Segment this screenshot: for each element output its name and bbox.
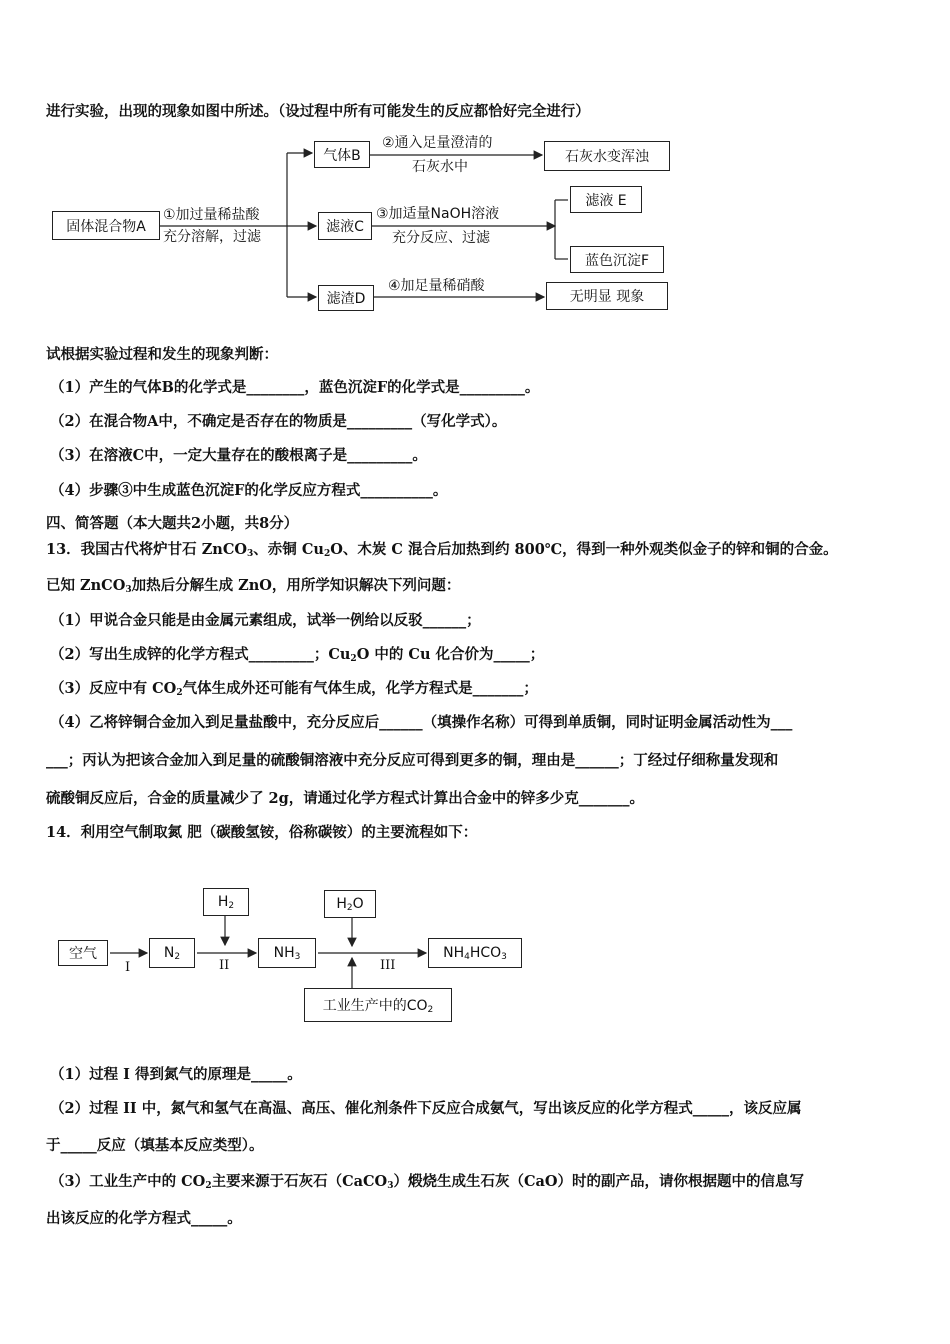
box-filtrate-e xyxy=(570,186,642,213)
box-air xyxy=(58,940,108,966)
precip-f-label: 蓝色沉淀F xyxy=(584,252,650,269)
q13-part4-line2: ___；丙认为把该合金加入到足量的硫酸铜溶液中充分反应可得到更多的铜，理由是______；丁经过仔细称量发现和 xyxy=(46,752,779,769)
q12-part3: （3）在溶液C中，一定大量存在的酸根离子是_________。 xyxy=(50,447,427,464)
q14-part3-line2: 出该反应的化学方程式_____。 xyxy=(46,1210,242,1227)
result2-label: 石灰水变浑浊 xyxy=(565,149,649,165)
box-mixture-a xyxy=(52,211,160,240)
box-precipitate-f xyxy=(570,246,664,273)
q14-part2-line2: 于_____反应（填基本反应类型）。 xyxy=(46,1137,264,1154)
co2-label: 工业生产中的$CO_2$ xyxy=(322,998,434,1015)
q14-part2-line1: （2）过程 II 中，氮气和氢气在高温、高压、催化剂条件下反应合成氨气，写出该反应的化学方程式_____，该反应属 xyxy=(50,1100,802,1117)
box-residue-d xyxy=(318,285,374,311)
intro-text: 进行实验，出现的现象如图中所述。（设过程中所有可能发生的反应都恰好完全进行） xyxy=(46,103,590,120)
h2o-label: $H_2O$ xyxy=(336,895,364,913)
q14-part1: （1）过程 I 得到氮气的原理是_____。 xyxy=(50,1066,302,1083)
filtrate-e-label: 滤液 E xyxy=(585,192,627,209)
box-industrial-co2 xyxy=(304,988,452,1022)
q13-part4-line3: 硫酸铜反应后，合金的质量减少了 2g，请通过化学方程式计算出合金中的锌多少克_______。 xyxy=(46,790,645,807)
box-result-2 xyxy=(544,141,670,171)
result4-label: 无明显 现象 xyxy=(569,289,645,305)
nh3-label: $NH_3$ xyxy=(273,944,301,962)
q12-part1: （1）产生的气体B的化学式是________，蓝色沉淀F的化学式是_________。 xyxy=(50,379,540,396)
box-h2o xyxy=(324,890,376,918)
q12-part4: （4）步骤③中生成蓝色沉淀F的化学反应方程式__________。 xyxy=(50,482,448,499)
section4-heading: 四、简答题（本大题共2小题，共8分） xyxy=(46,515,299,532)
q13-part3: （3）反应中有 $CO_2$气体生成外还可能有气体生成，化学方程式是_______； xyxy=(50,680,538,698)
product-label: $NH_4HCO_3$ xyxy=(443,944,507,962)
step2-line1: ②通入足量澄清的 xyxy=(382,135,493,151)
box-n2 xyxy=(149,938,195,968)
roman-label-1: I xyxy=(125,960,131,975)
n2-label: $N_2$ xyxy=(163,944,181,962)
step4-label: ④加足量稀硝酸 xyxy=(388,278,485,294)
box-gas-b xyxy=(314,141,370,168)
gas-label: 气体B xyxy=(323,147,361,164)
filtrate-label: 滤液C xyxy=(326,219,364,235)
step1-line1: ①加过量稀盐酸 xyxy=(163,207,260,223)
box-h2 xyxy=(203,888,249,916)
mixture-label: 固体混合物A xyxy=(66,218,146,235)
q13-part4-line1: （4）乙将锌铜合金加入到足量盐酸中，充分反应后______（填操作名称）可得到单质铜，同时证明金属活动性为___ xyxy=(50,714,793,731)
box-nh3 xyxy=(258,938,316,968)
box-result-4 xyxy=(546,282,668,310)
q12-lead: 试根据实验过程和发生的现象判断： xyxy=(46,346,278,363)
q13-known: 已知 ZnCO$_3$加热后分解生成 ZnO，用所学知识解决下列问题： xyxy=(46,577,461,595)
step3-line1: ③加适量NaOH溶液 xyxy=(376,206,500,222)
h2-label: $H_2$ xyxy=(217,893,235,911)
roman-label-3: III xyxy=(380,958,396,973)
q13-part2: （2）写出生成锌的化学方程式_________；$Cu_2O$ 中的 Cu 化合价为_____； xyxy=(50,646,545,664)
step1-line2: 充分溶解，过滤 xyxy=(163,229,261,245)
step3-line2: 充分反应、过滤 xyxy=(392,230,490,246)
step2-line2: 石灰水中 xyxy=(412,159,468,175)
residue-label: 滤渣D xyxy=(326,291,366,307)
q14-part3-line1: （3）工业生产中的 $CO_2$主要来源于石灰石（CaCO$_3$）煅烧生成生石灰（CaO）时的副产品，请你根据题中的信息写 xyxy=(50,1173,805,1191)
air-label: 空气 xyxy=(69,946,97,962)
q12-part2: （2）在混合物A中，不确定是否存在的物质是_________（写化学式）。 xyxy=(50,413,507,430)
q14-stem: 14．利用空气制取氮 肥（碳酸氢铵，俗称碳铵）的主要流程如下： xyxy=(46,824,478,841)
q13-part1: （1）甲说合金只能是由金属元素组成，试举一例给以反驳______； xyxy=(50,612,481,629)
roman-label-2: II xyxy=(219,958,230,973)
box-filtrate-c xyxy=(318,212,372,240)
box-product xyxy=(428,938,522,968)
q13-stem: 13．我国古代将炉甘石 ZnCO$_3$、赤铜 $Cu_2O$、木炭 C 混合后加热到约 800℃，得到一种外观类似金子的锌和铜的合金。 xyxy=(46,541,838,559)
